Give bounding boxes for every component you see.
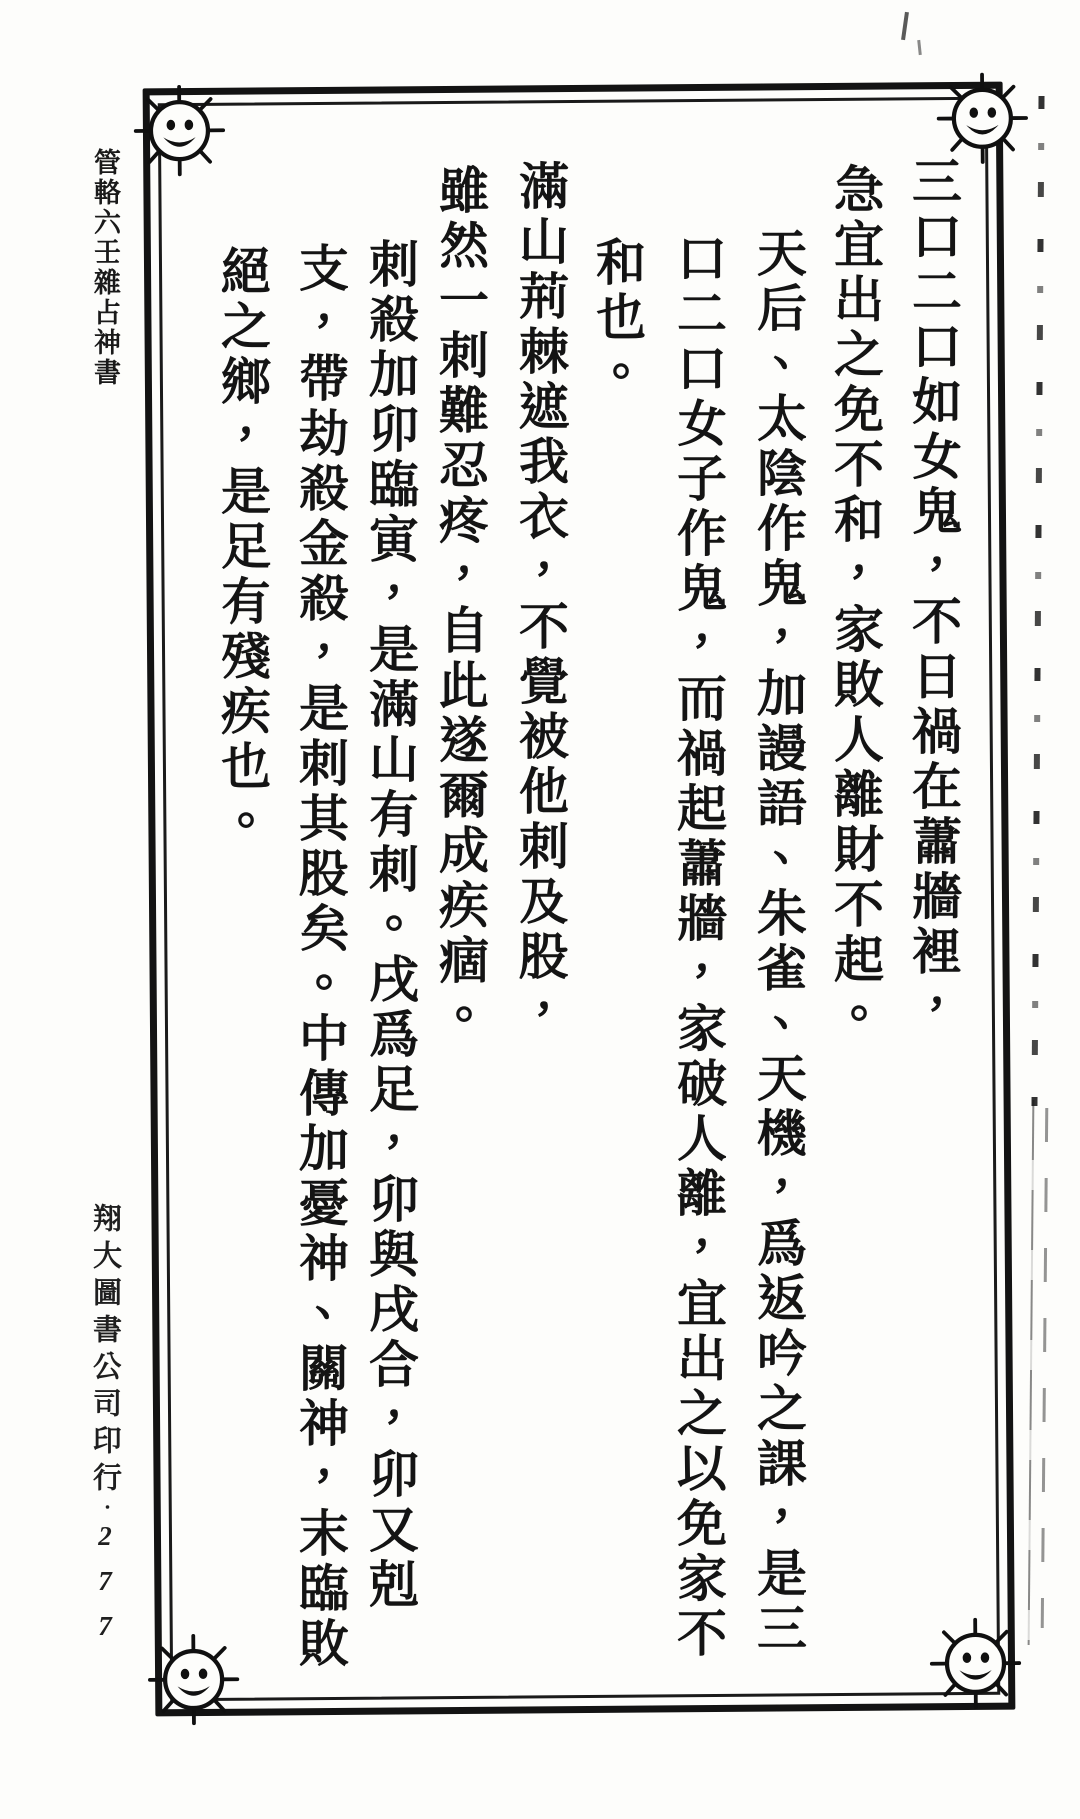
text-column-8: 刺殺加卯臨寅，是滿山有刺。戌爲足，卯與戌合，卯又剋 <box>362 238 418 1613</box>
text-column-10: 絕之鄉，是足有殘疾也。 <box>214 245 270 850</box>
text-column-2: 急宜出之免不和，家敗人離財不起。 <box>827 163 883 1043</box>
sun-face-icon <box>928 1616 1024 1712</box>
page-number: 277 <box>90 1521 120 1656</box>
text-column-9: 支，帶劫殺金殺，是刺其股矣。中傳加憂神、關神，末臨敗 <box>292 242 348 1672</box>
publisher-name: 翔大圖書公司印行 <box>89 1203 121 1499</box>
text-column-7: 雖然一刺難忍疼，自此遂爾成疾痼。 <box>432 164 488 1044</box>
book-title: 管輅六壬雜占神書 <box>90 148 120 388</box>
text-column-3: 天后、太陰作鬼，加謾語、朱雀、天機，爲返吟之課，是三 <box>750 227 806 1657</box>
text-column-6: 滿山荊棘遮我衣，不覺被他刺及股， <box>512 160 568 1040</box>
sun-face-icon <box>935 70 1031 166</box>
sun-face-icon <box>146 1632 242 1728</box>
text-column-1: 三口二口如女鬼，不日禍在蕭牆裡， <box>905 155 961 1035</box>
text-column-4: 口二口女子作鬼，而禍起蕭牆，家破人離，宜出之以免家不 <box>670 232 726 1662</box>
sun-face-icon <box>132 83 228 179</box>
text-column-5: 和也。 <box>589 236 645 401</box>
publisher-imprint <box>82 1203 128 1656</box>
imprint-separator: ・ <box>97 1499 114 1521</box>
